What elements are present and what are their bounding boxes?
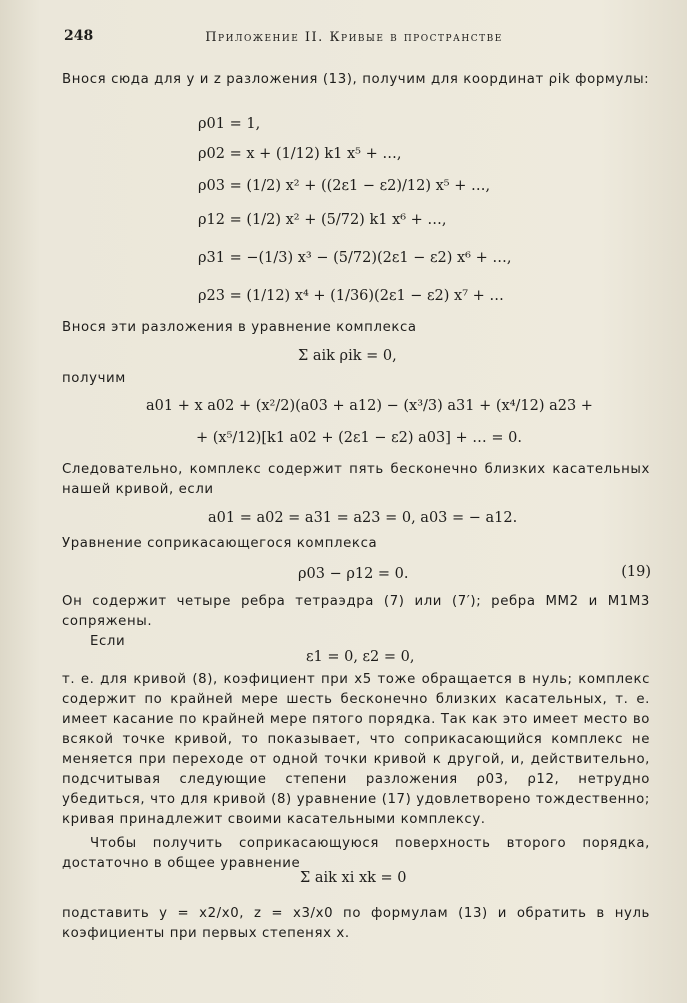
equation-epsilon-zero: ε1 = 0, ε2 = 0, xyxy=(306,649,415,665)
equation-conditions: a01 = a02 = a31 = a23 = 0, a03 = − a12. xyxy=(208,510,518,526)
paragraph-4-text: Следовательно, комплекс содержит пять бесконечно близких касательных нашей кривой, если xyxy=(62,462,650,497)
equation-rho01: ρ01 = 1, xyxy=(198,116,261,132)
paragraph-6-text: Он содержит четыре ребра тетраэдра (7) или (7′); ребра MM2 и M1M3 сопряжены. xyxy=(62,594,650,629)
paragraph-5 xyxy=(62,534,650,554)
paragraph-5-text: Уравнение соприкасающегося комплекса xyxy=(62,536,378,551)
equation-rho03: ρ03 = (1/2) x² + ((2ε1 − ε2)/12) x⁵ + …, xyxy=(198,178,491,194)
running-head: Приложение II. Кривые в пространстве xyxy=(205,30,503,45)
page-number: 248 xyxy=(64,28,94,44)
equation-quadric: Σ aik xi xk = 0 xyxy=(300,870,407,886)
paragraph-6 xyxy=(62,592,650,632)
equation-number-19: (19) xyxy=(621,564,651,580)
equation-rho02: ρ02 = x + (1/12) k1 x⁵ + …, xyxy=(198,146,402,162)
paragraph-8-text: т. е. для кривой (8), коэфициент при x5 тоже обращается в нуль; комплекс содержит по крайней мере шесть бесконечно близких касательных, т. е. имеет касание по крайней мере пятого порядка. Так как это имеет место во всякой точке кривой, то показывает, что соприкасающийся комплекс не меняется при переходе от одной точки кривой к другой, и, действительно, подсчитывая следующие степени разложения ρ03, ρ12, нетрудно убедиться, что для кривой (8) уравнение (17) удовлетворено тождественно; кривая принадлежит своими касательными комплексу. xyxy=(62,672,650,827)
paragraph-1 xyxy=(62,70,650,90)
paragraph-3 xyxy=(62,369,650,389)
equation-rho23: ρ23 = (1/12) x⁴ + (1/36)(2ε1 − ε2) x⁷ + … xyxy=(198,288,504,304)
paragraph-2 xyxy=(62,318,650,338)
equation-expansion-line-2: + (x⁵/12)[k1 a02 + (2ε1 − ε2) a03] + … = 0. xyxy=(196,430,522,446)
paragraph-3-text: получим xyxy=(62,371,126,386)
paragraph-10-text: подставить y = x2/x0, z = x3/x0 по формулам (13) и обратить в нуль коэфициенты при первых степенях x. xyxy=(62,906,650,941)
equation-complex: Σ aik ρik = 0, xyxy=(298,348,397,364)
paragraph-4 xyxy=(62,460,650,500)
paragraph-7-text: Если xyxy=(90,634,126,649)
paragraph-8 xyxy=(62,670,650,830)
paragraph-1-text: Внося сюда для y и z разложения (13), получим для координат ρik формулы: xyxy=(62,72,650,87)
equation-rho31: ρ31 = −(1/3) x³ − (5/72)(2ε1 − ε2) x⁶ + …, xyxy=(198,250,512,266)
paragraph-2-text: Внося эти разложения в уравнение комплекса xyxy=(62,320,417,335)
equation-expansion-line-1: a01 + x a02 + (x²/2)(a03 + a12) − (x³/3) a31 + (x⁴/12) a23 + xyxy=(146,398,593,414)
paragraph-10 xyxy=(62,904,650,944)
paragraph-9-text: Чтобы получить соприкасающуюся поверхность второго порядка, достаточно в общее уравнение xyxy=(62,836,650,871)
equation-rho12: ρ12 = (1/2) x² + (5/72) k1 x⁶ + …, xyxy=(198,212,447,228)
page-header xyxy=(64,28,644,52)
equation-osculating-complex: ρ03 − ρ12 = 0. xyxy=(298,566,409,582)
